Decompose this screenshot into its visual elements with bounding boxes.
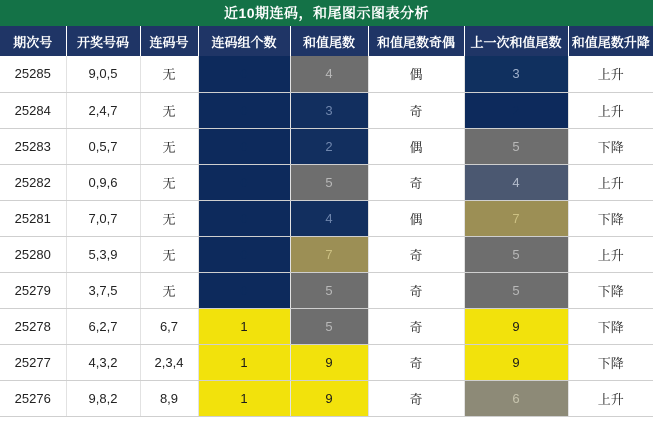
- cell-group-count: 1: [198, 308, 290, 344]
- cell-period: 25280: [0, 236, 66, 272]
- table-row: [0, 56, 653, 92]
- cell-prev-tail: 4: [464, 164, 568, 200]
- column-header-sum-tail: 和值尾数: [290, 26, 368, 56]
- cell-parity: 奇: [368, 308, 464, 344]
- cell-numbers: 5,3,9: [66, 236, 140, 272]
- table-row: [0, 92, 653, 128]
- cell-lian-code: 无: [140, 200, 198, 236]
- cell-lian-code: 无: [140, 128, 198, 164]
- cell-lian-code: 8,9: [140, 380, 198, 416]
- cell-parity: 奇: [368, 380, 464, 416]
- cell-period: 25278: [0, 308, 66, 344]
- column-header-group-count: 连码组个数: [198, 26, 290, 56]
- table-row: [0, 380, 653, 416]
- cell-lian-code: 无: [140, 272, 198, 308]
- cell-numbers: 2,4,7: [66, 92, 140, 128]
- cell-sum-tail: 4: [290, 200, 368, 236]
- cell-parity: 奇: [368, 92, 464, 128]
- page-title: 近10期连码，和尾图示图表分析: [0, 0, 653, 26]
- column-header-trend: 和值尾数升降: [568, 26, 653, 56]
- cell-period: 25284: [0, 92, 66, 128]
- cell-period: 25285: [0, 56, 66, 92]
- cell-numbers: 9,0,5: [66, 56, 140, 92]
- cell-period: 25279: [0, 272, 66, 308]
- cell-prev-tail: 5: [464, 128, 568, 164]
- cell-numbers: 3,7,5: [66, 272, 140, 308]
- cell-numbers: 7,0,7: [66, 200, 140, 236]
- table-row: [0, 164, 653, 200]
- cell-lian-code: 无: [140, 236, 198, 272]
- cell-period: 25277: [0, 344, 66, 380]
- table-row: [0, 344, 653, 380]
- cell-prev-tail: 2: [464, 92, 568, 128]
- cell-prev-tail: 6: [464, 380, 568, 416]
- cell-parity: 偶: [368, 200, 464, 236]
- table-row: [0, 236, 653, 272]
- table-row: [0, 272, 653, 308]
- cell-parity: 偶: [368, 56, 464, 92]
- cell-prev-tail: 3: [464, 56, 568, 92]
- cell-trend: 上升: [568, 92, 653, 128]
- cell-numbers: 9,8,2: [66, 380, 140, 416]
- cell-trend: 下降: [568, 128, 653, 164]
- cell-numbers: 0,5,7: [66, 128, 140, 164]
- cell-sum-tail: 4: [290, 56, 368, 92]
- column-header-lian-code: 连码号: [140, 26, 198, 56]
- cell-lian-code: 无: [140, 92, 198, 128]
- cell-trend: 下降: [568, 344, 653, 380]
- cell-numbers: 0,9,6: [66, 164, 140, 200]
- cell-sum-tail: 3: [290, 92, 368, 128]
- cell-prev-tail: 7: [464, 200, 568, 236]
- cell-group-count: 0: [198, 92, 290, 128]
- cell-trend: 上升: [568, 164, 653, 200]
- cell-lian-code: 无: [140, 56, 198, 92]
- cell-group-count: 0: [198, 128, 290, 164]
- cell-sum-tail: 5: [290, 164, 368, 200]
- cell-parity: 奇: [368, 344, 464, 380]
- cell-group-count: 1: [198, 344, 290, 380]
- table-row: [0, 308, 653, 344]
- cell-parity: 奇: [368, 164, 464, 200]
- cell-period: 25282: [0, 164, 66, 200]
- cell-numbers: 6,2,7: [66, 308, 140, 344]
- table-row: [0, 128, 653, 164]
- column-header-numbers: 开奖号码: [66, 26, 140, 56]
- cell-parity: 奇: [368, 236, 464, 272]
- cell-sum-tail: 7: [290, 236, 368, 272]
- cell-trend: 上升: [568, 380, 653, 416]
- cell-sum-tail: 5: [290, 272, 368, 308]
- table-header-row: [0, 26, 653, 56]
- cell-group-count: 0: [198, 236, 290, 272]
- cell-group-count: 0: [198, 56, 290, 92]
- cell-parity: 奇: [368, 272, 464, 308]
- cell-period: 25281: [0, 200, 66, 236]
- cell-sum-tail: 5: [290, 308, 368, 344]
- cell-period: 25283: [0, 128, 66, 164]
- cell-trend: 下降: [568, 308, 653, 344]
- cell-lian-code: 6,7: [140, 308, 198, 344]
- cell-trend: 上升: [568, 56, 653, 92]
- cell-group-count: 1: [198, 380, 290, 416]
- cell-lian-code: 2,3,4: [140, 344, 198, 380]
- cell-lian-code: 无: [140, 164, 198, 200]
- cell-trend: 下降: [568, 272, 653, 308]
- cell-sum-tail: 9: [290, 344, 368, 380]
- cell-prev-tail: 9: [464, 344, 568, 380]
- cell-group-count: 0: [198, 272, 290, 308]
- cell-trend: 上升: [568, 236, 653, 272]
- analysis-table: [0, 26, 653, 417]
- column-header-prev-tail: 上一次和值尾数: [464, 26, 568, 56]
- column-header-period: 期次号: [0, 26, 66, 56]
- cell-period: 25276: [0, 380, 66, 416]
- cell-prev-tail: 5: [464, 272, 568, 308]
- table-body: [0, 56, 653, 416]
- cell-group-count: 0: [198, 164, 290, 200]
- cell-prev-tail: 5: [464, 236, 568, 272]
- cell-group-count: 0: [198, 200, 290, 236]
- cell-sum-tail: 9: [290, 380, 368, 416]
- cell-trend: 下降: [568, 200, 653, 236]
- cell-sum-tail: 2: [290, 128, 368, 164]
- cell-numbers: 4,3,2: [66, 344, 140, 380]
- cell-parity: 偶: [368, 128, 464, 164]
- table-row: [0, 200, 653, 236]
- column-header-parity: 和值尾数奇偶: [368, 26, 464, 56]
- cell-prev-tail: 9: [464, 308, 568, 344]
